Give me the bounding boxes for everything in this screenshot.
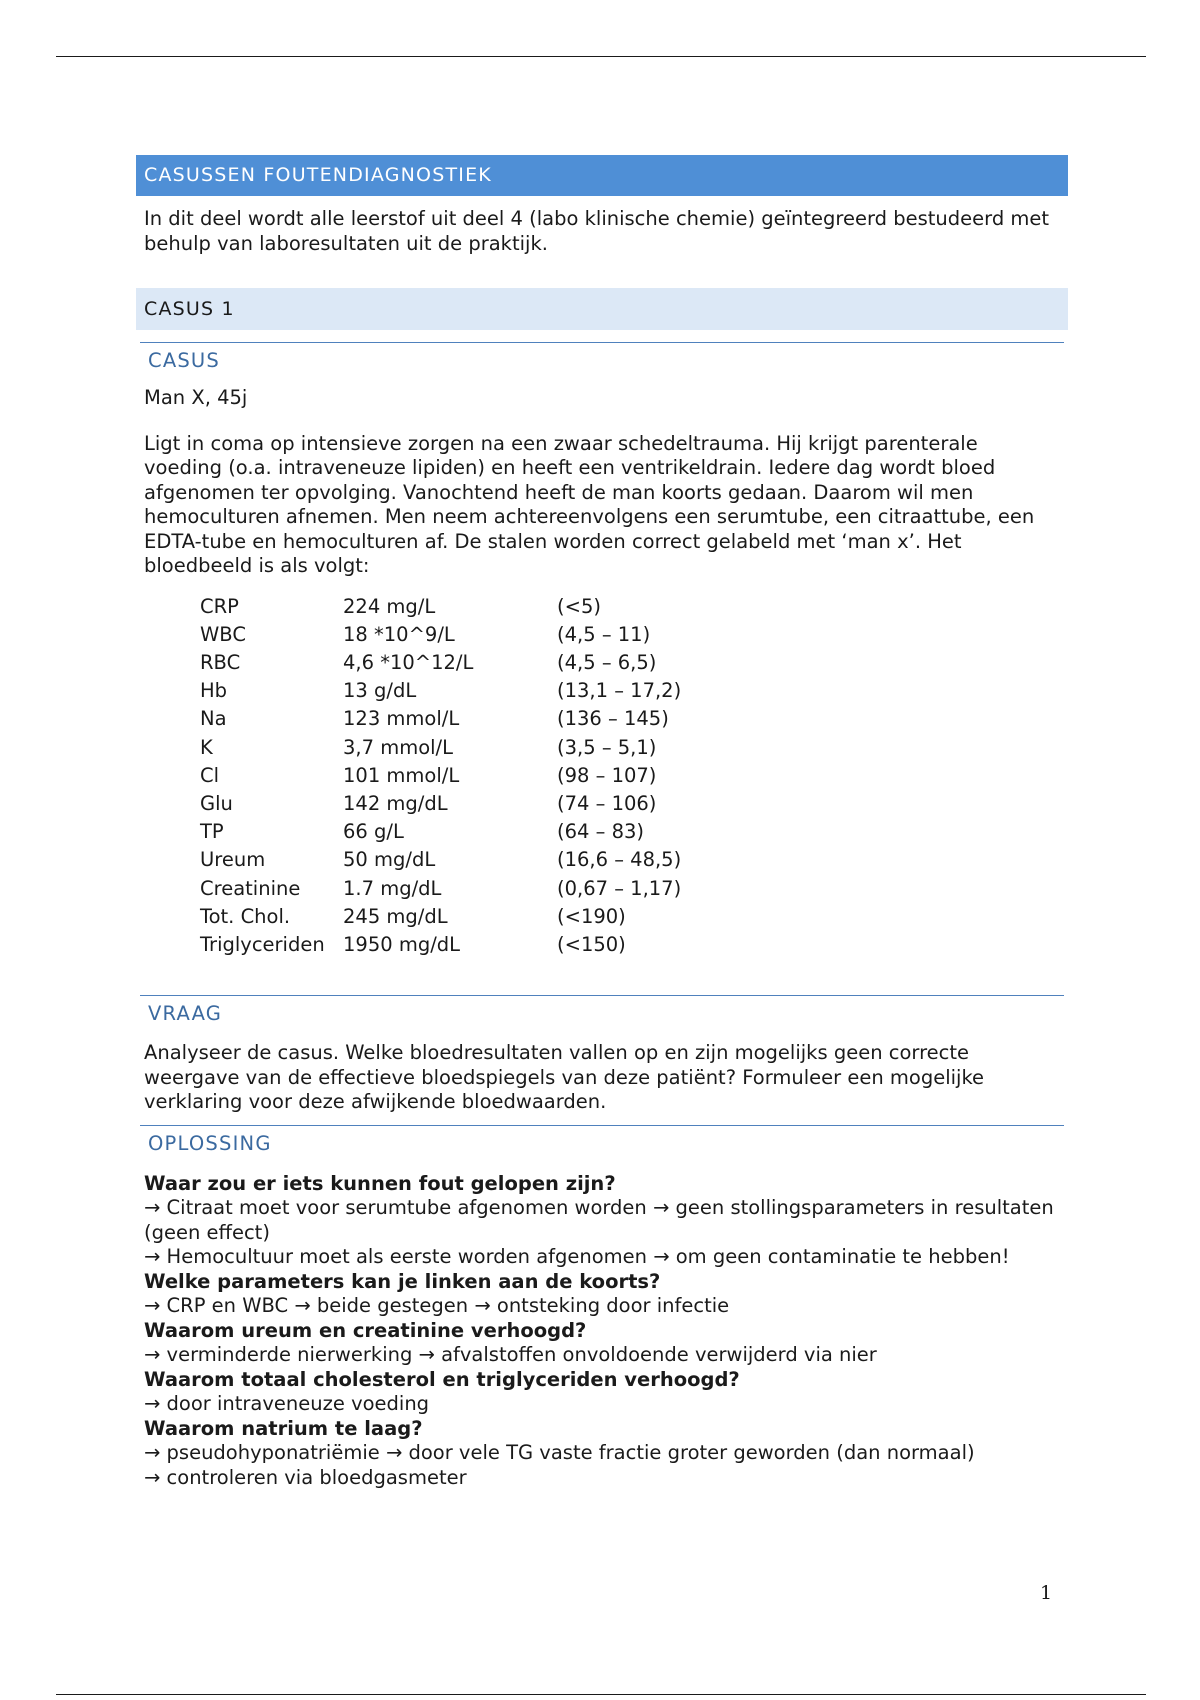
lab-row bbox=[200, 734, 681, 762]
lab-param: K bbox=[200, 735, 213, 759]
lab-row bbox=[200, 818, 681, 846]
page-number: 1 bbox=[1040, 1582, 1053, 1604]
lab-row bbox=[200, 903, 681, 931]
lab-reference: (64 – 83) bbox=[557, 820, 644, 844]
lab-row bbox=[200, 593, 681, 621]
lab-results-table bbox=[200, 593, 681, 960]
header-rule bbox=[56, 56, 1146, 57]
solution-answer: → door intraveneuze voeding bbox=[144, 1392, 430, 1416]
lab-param: Triglyceriden bbox=[200, 932, 325, 956]
lab-reference: (136 – 145) bbox=[557, 707, 669, 731]
lab-row bbox=[200, 621, 681, 649]
lab-param: Tot. Chol. bbox=[200, 904, 291, 928]
lab-row bbox=[200, 649, 681, 677]
lab-param: Cl bbox=[200, 763, 220, 787]
vraag-text: Analyseer de casus. Welke bloedresultaten vallen op en zijn mogelijks geen correcte weergave van de effectieve bloedspiegels van deze patiënt? Formuleer een mogelijke verklaring voor deze afwijkende bloedwaarden. bbox=[144, 1041, 985, 1114]
lab-value: 224 mg/L bbox=[343, 594, 436, 618]
case-description: Ligt in coma op intensieve zorgen na een zwaar schedeltrauma. Hij krijgt parenterale voeding (o.a. intraveneuze lipiden) en heeft een ventrikeldrain. Iedere dag wordt bloed afgenomen ter opvolging. Vanochtend heeft de man koorts gedaan. Daarom wil men hemoculturen afnemen. Men neem achtereenvolgens een serumtube, een citraattube, een EDTA-tube en hemoculturen af. De stalen worden correct gelabeld met ‘man x’. Het bloedbeeld is als volgt: bbox=[144, 431, 1035, 577]
lab-reference: (3,5 – 5,1) bbox=[557, 735, 657, 759]
lab-value: 245 mg/dL bbox=[343, 904, 448, 928]
oplossing-body bbox=[144, 1172, 1060, 1491]
lab-reference: (4,5 – 6,5) bbox=[557, 650, 657, 674]
casus-heading: CASUS bbox=[140, 342, 1064, 372]
solution-answer: → Hemocultuur moet als eerste worden afgenomen → om geen contaminatie te hebben! bbox=[144, 1245, 1010, 1269]
solution-answer: → CRP en WBC → beide gestegen → ontsteking door infectie bbox=[144, 1294, 730, 1318]
solution-answer: → verminderde nierwerking → afvalstoffen onvoldoende verwijderd via nier bbox=[144, 1343, 877, 1367]
patient-line: Man X, 45j bbox=[144, 386, 248, 409]
lab-param: WBC bbox=[200, 622, 246, 646]
solution-answer: → Citraat moet voor serumtube afgenomen worden → geen stollingsparameters in resultaten (geen effect) bbox=[144, 1196, 1054, 1244]
lab-value: 142 mg/dL bbox=[343, 791, 448, 815]
lab-row bbox=[200, 762, 681, 790]
lab-param: Na bbox=[200, 707, 227, 731]
solution-question: Waar zou er iets kunnen fout gelopen zijn? bbox=[144, 1171, 616, 1195]
lab-reference: (13,1 – 17,2) bbox=[557, 679, 682, 703]
lab-value: 18 *10^9/L bbox=[343, 622, 455, 646]
lab-param: Creatinine bbox=[200, 876, 301, 900]
lab-reference: (74 – 106) bbox=[557, 791, 657, 815]
solution-question: Waarom ureum en creatinine verhoogd? bbox=[144, 1318, 587, 1342]
lab-reference: (<5) bbox=[557, 594, 601, 618]
vraag-heading: VRAAG bbox=[140, 995, 1064, 1025]
lab-reference: (4,5 – 11) bbox=[557, 622, 651, 646]
lab-reference: (16,6 – 48,5) bbox=[557, 848, 682, 872]
lab-value: 123 mmol/L bbox=[343, 707, 460, 731]
lab-row bbox=[200, 846, 681, 874]
lab-value: 66 g/L bbox=[343, 820, 404, 844]
section-banner: CASUSSEN FOUTENDIAGNOSTIEK bbox=[136, 155, 1068, 196]
lab-reference: (98 – 107) bbox=[557, 763, 657, 787]
lab-param: RBC bbox=[200, 650, 241, 674]
lab-value: 101 mmol/L bbox=[343, 763, 460, 787]
solution-answer: → pseudohyponatriëmie → door vele TG vaste fractie groter geworden (dan normaal) bbox=[144, 1441, 975, 1465]
intro-paragraph: In dit deel wordt alle leerstof uit deel 4 (labo klinische chemie) geïntegreerd bestudeerd met behulp van laboresultaten uit de praktijk. bbox=[144, 207, 1050, 255]
solution-question: Welke parameters kan je linken aan de koorts? bbox=[144, 1269, 661, 1293]
oplossing-heading: OPLOSSING bbox=[140, 1125, 1064, 1155]
lab-param: Glu bbox=[200, 791, 233, 815]
lab-row bbox=[200, 677, 681, 705]
lab-reference: (0,67 – 1,17) bbox=[557, 876, 682, 900]
lab-row bbox=[200, 705, 681, 733]
page-content bbox=[136, 155, 1068, 1490]
lab-value: 1950 mg/dL bbox=[343, 932, 461, 956]
lab-param: Hb bbox=[200, 679, 228, 703]
lab-param: TP bbox=[200, 820, 224, 844]
solution-answer: → controleren via bloedgasmeter bbox=[144, 1465, 467, 1489]
lab-param: Ureum bbox=[200, 848, 266, 872]
lab-value: 1.7 mg/dL bbox=[343, 876, 442, 900]
lab-value: 13 g/dL bbox=[343, 679, 417, 703]
solution-question: Waarom natrium te laag? bbox=[144, 1416, 423, 1440]
lab-row bbox=[200, 875, 681, 903]
casus-title-bar: CASUS 1 bbox=[136, 288, 1068, 330]
footer-rule bbox=[56, 1694, 1146, 1695]
lab-row bbox=[200, 790, 681, 818]
lab-value: 50 mg/dL bbox=[343, 848, 436, 872]
solution-question: Waarom totaal cholesterol en triglyceriden verhoogd? bbox=[144, 1367, 740, 1391]
lab-reference: (<190) bbox=[557, 904, 626, 928]
lab-param: CRP bbox=[200, 594, 239, 618]
lab-value: 3,7 mmol/L bbox=[343, 735, 453, 759]
lab-row bbox=[200, 931, 681, 959]
lab-value: 4,6 *10^12/L bbox=[343, 650, 474, 674]
lab-reference: (<150) bbox=[557, 932, 626, 956]
